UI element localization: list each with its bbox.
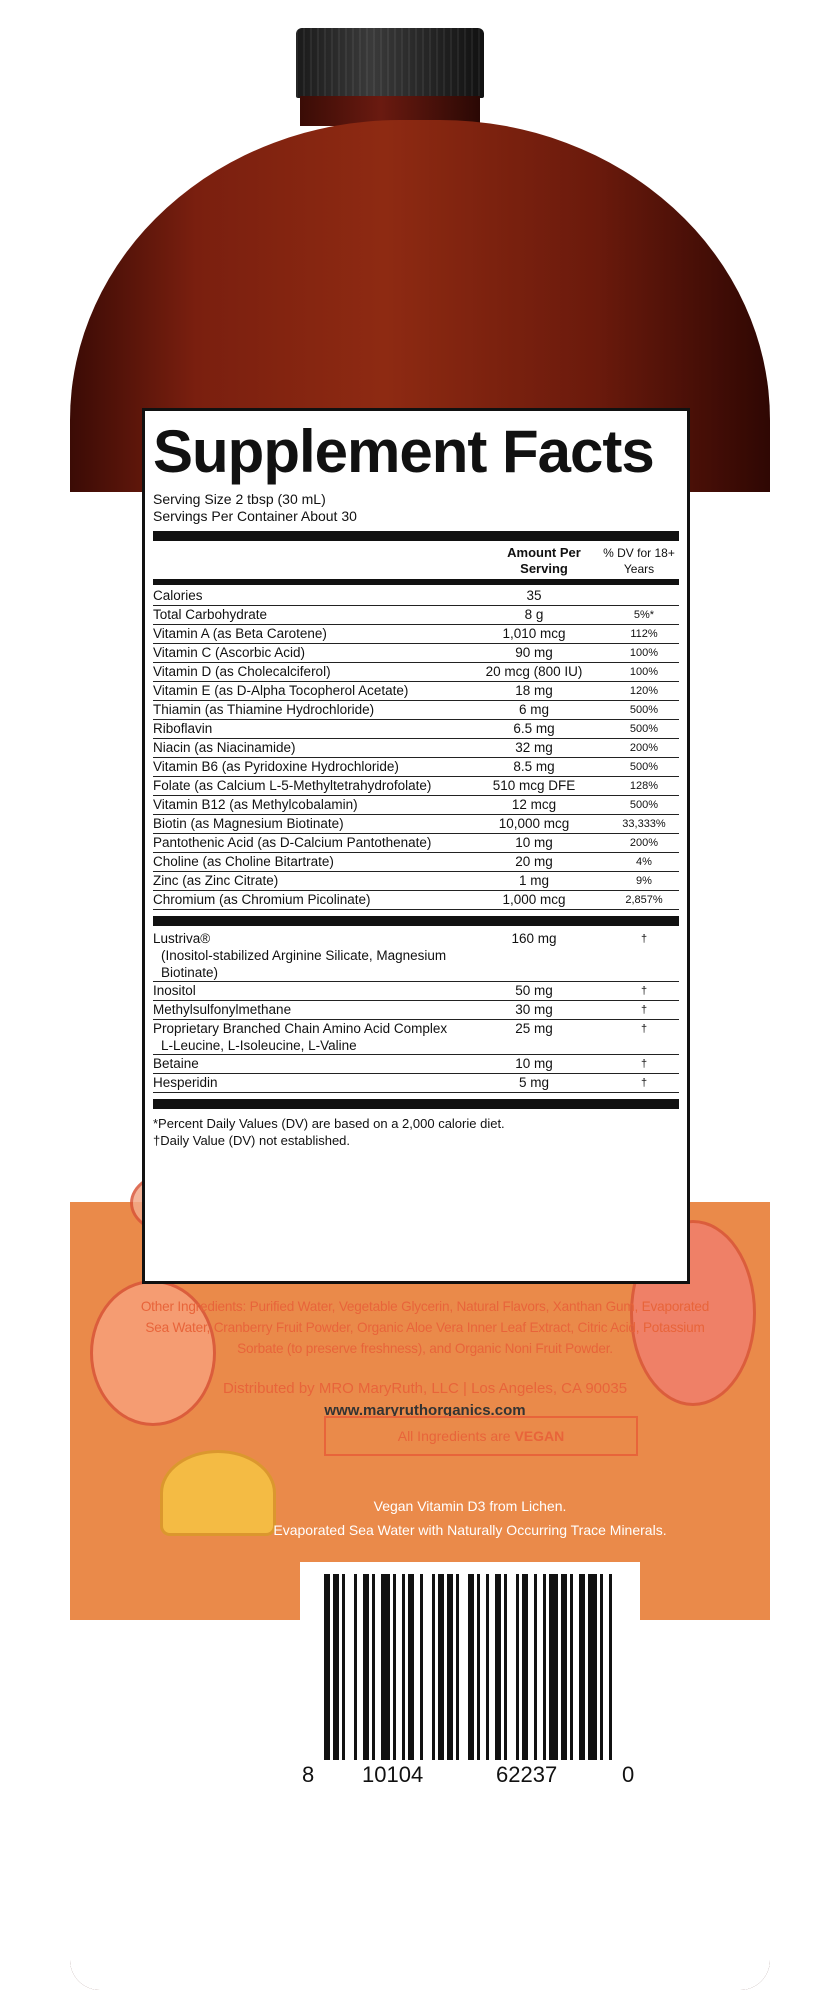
nutrient-dv: 500%: [629, 723, 659, 735]
supplement-facts-panel: [142, 408, 690, 1284]
servings-per-container: Servings Per Container About 30: [153, 508, 357, 524]
nutrient-row: [153, 777, 679, 796]
lichen-note: [220, 1494, 720, 1542]
distributor-text: Distributed by MRO MaryRuth, LLC | Los Angeles, CA 90035: [222, 1380, 628, 1397]
nutrient-row: [153, 853, 679, 872]
nutrient-dv: 100%: [629, 666, 659, 678]
nutrient-name: Vitamin D (as Cholecalciferol): [153, 664, 331, 679]
barcode-digit-check: 0: [622, 1762, 635, 1787]
nutrient-name: Vitamin E (as D-Alpha Tocopherol Acetate): [153, 683, 409, 698]
nutrient-dv: [609, 587, 679, 605]
blend-amount: 30 mg: [515, 1002, 553, 1017]
nutrient-amount: 1,000 mcg: [502, 892, 566, 907]
barcode-bar: [600, 1574, 603, 1760]
nutrient-row: [153, 872, 679, 891]
barcode-bar: [495, 1574, 501, 1760]
barcode-bar: [354, 1574, 357, 1760]
nutrient-dv: 5%*: [633, 609, 655, 621]
barcode-bar: [570, 1574, 573, 1760]
nutrient-dv: 120%: [629, 685, 659, 697]
barcode-bar: [579, 1574, 585, 1760]
nutrient-name: Niacin (as Niacinamide): [153, 740, 296, 755]
barcode-bar: [561, 1574, 567, 1760]
nutrient-name: Riboflavin: [153, 721, 213, 736]
blend-name: [153, 1020, 459, 1054]
blend-name-main: Proprietary Branched Chain Amino Acid Complex: [153, 1021, 448, 1036]
barcode-bar: [477, 1574, 480, 1760]
nutrient-row: [153, 739, 679, 758]
nutrient-row: [153, 663, 679, 682]
nutrient-dv: 200%: [629, 837, 659, 849]
nutrient-amount: 20 mg: [515, 854, 553, 869]
barcode-digit-1: 8: [302, 1762, 315, 1787]
nutrient-amount: 8 g: [524, 607, 544, 622]
barcode-bar: [588, 1574, 597, 1760]
blend-name: [153, 1074, 459, 1092]
blend-name: [153, 930, 459, 981]
nutrient-name: Choline (as Choline Bitartrate): [153, 854, 334, 869]
vegan-word: VEGAN: [514, 1428, 565, 1444]
nutrient-amount: 6.5 mg: [513, 721, 555, 736]
barcode-bar: [420, 1574, 423, 1760]
blend-dv: †: [640, 1004, 648, 1016]
barcode-bar: [393, 1574, 396, 1760]
barcode-bar: [372, 1574, 375, 1760]
barcode-bar: [447, 1574, 453, 1760]
blend-row: [153, 982, 679, 1001]
footnote-dv: *Percent Daily Values (DV) are based on a 2,000 calorie diet.: [153, 1116, 505, 1131]
nutrient-name: Vitamin C (Ascorbic Acid): [153, 645, 306, 660]
blend-name: [153, 982, 459, 1000]
website-text: www.maryruthorganics.com: [324, 1402, 526, 1419]
header-amount: Amount Per Serving: [507, 545, 581, 576]
barcode-bar: [381, 1574, 390, 1760]
nutrient-dv: 500%: [629, 704, 659, 716]
nutrient-name: Calories: [153, 588, 203, 603]
nutrient-amount: 10,000 mcg: [498, 816, 570, 831]
barcode-bar: [468, 1574, 474, 1760]
column-header: [153, 545, 679, 577]
blend-dv: †: [640, 985, 648, 997]
divider-medium: [153, 579, 679, 585]
panel-title: Supplement Facts: [153, 418, 654, 485]
blend-name: [153, 1055, 459, 1073]
nutrient-amount: 18 mg: [515, 683, 553, 698]
nutrient-row: [153, 701, 679, 720]
blend-name-main: Lustriva®: [153, 931, 211, 946]
nutrient-row: [153, 796, 679, 815]
nutrient-name: Vitamin A (as Beta Carotene): [153, 626, 327, 641]
blend-dv: †: [640, 1023, 648, 1035]
nutrient-amount: 35: [526, 588, 542, 603]
nutrient-row: [153, 720, 679, 739]
nutrient-row: [153, 834, 679, 853]
nutrient-name: Vitamin B12 (as Methylcobalamin): [153, 797, 358, 812]
barcode-bar: [543, 1574, 546, 1760]
blend-name-main: Inositol: [153, 983, 196, 998]
blend-list: [153, 930, 679, 1093]
barcode-bar: [333, 1574, 339, 1760]
blend-dv: †: [640, 1077, 648, 1089]
nutrient-row: [153, 625, 679, 644]
barcode-bar: [516, 1574, 519, 1760]
blend-dv: †: [640, 933, 648, 945]
nutrient-name: Thiamin (as Thiamine Hydrochloride): [153, 702, 375, 717]
blend-name-sub: (Inositol-stabilized Arginine Silicate, Magnesium Biotinate): [161, 948, 447, 980]
vegan-prefix: All Ingredients are: [397, 1428, 515, 1444]
nutrient-amount: 8.5 mg: [513, 759, 555, 774]
barcode-bar: [438, 1574, 444, 1760]
blend-amount: 50 mg: [515, 983, 553, 998]
nutrient-amount: 32 mg: [515, 740, 553, 755]
nutrient-dv: 500%: [629, 799, 659, 811]
blend-name-main: Hesperidin: [153, 1075, 218, 1090]
barcode-digits-right: 62237: [496, 1762, 558, 1787]
barcode-bar: [504, 1574, 507, 1760]
barcode-bar: [534, 1574, 537, 1760]
revision-code: IN-U-REV-01: [740, 1644, 756, 1731]
nutrient-name: Zinc (as Zinc Citrate): [153, 873, 279, 888]
nutrient-row: [153, 587, 679, 606]
nutrient-name: Pantothenic Acid (as D-Calcium Pantothenate): [153, 835, 432, 850]
blend-amount: 5 mg: [518, 1075, 549, 1090]
barcode-bar: [432, 1574, 435, 1760]
blend-row: [153, 1020, 679, 1055]
blend-row: [153, 1074, 679, 1093]
nutrient-row: [153, 682, 679, 701]
nutrient-dv: 4%: [636, 856, 652, 868]
lichen-line-2: Evaporated Sea Water with Naturally Occurring Trace Minerals.: [273, 1522, 667, 1538]
blend-name-sub: L-Leucine, L-Isoleucine, L-Valine: [161, 1038, 357, 1053]
nutrient-dv: 33,333%: [622, 818, 666, 830]
barcode-bar: [402, 1574, 405, 1760]
divider-thick: [153, 916, 679, 926]
barcode-digits-left: 10104: [362, 1762, 424, 1787]
barcode-bar: [549, 1574, 558, 1760]
barcode-bars: [324, 1574, 618, 1760]
nutrient-dv: 500%: [629, 761, 659, 773]
nutrient-name: Biotin (as Magnesium Biotinate): [153, 816, 344, 831]
blend-amount: 160 mg: [511, 931, 557, 946]
blend-dv: †: [640, 1058, 648, 1070]
barcode-bar: [522, 1574, 528, 1760]
vegan-badge: [324, 1416, 638, 1456]
divider-thick: [153, 1099, 679, 1109]
blend-row: [153, 930, 679, 982]
nutrient-amount: 1 mg: [518, 873, 549, 888]
nutrient-row: [153, 891, 679, 910]
nutrient-amount: 20 mcg (800 IU): [485, 664, 583, 679]
nutrient-name: Chromium (as Chromium Picolinate): [153, 892, 371, 907]
nutrient-dv: 100%: [629, 647, 659, 659]
barcode-bar: [324, 1574, 330, 1760]
blend-amount: 25 mg: [515, 1021, 553, 1036]
bottle-cap: [296, 28, 484, 98]
barcode-bar: [363, 1574, 369, 1760]
nutrient-name: Total Carbohydrate: [153, 607, 268, 622]
nutrient-dv: 200%: [629, 742, 659, 754]
blend-name-main: Betaine: [153, 1056, 199, 1071]
nutrient-amount: 90 mg: [515, 645, 553, 660]
blend-row: [153, 1001, 679, 1020]
nutrient-row: [153, 815, 679, 834]
nutrient-amount: 10 mg: [515, 835, 553, 850]
lichen-line-1: Vegan Vitamin D3 from Lichen.: [373, 1498, 567, 1514]
nutrient-row: [153, 758, 679, 777]
barcode-bar: [408, 1574, 414, 1760]
barcode-bar: [486, 1574, 489, 1760]
nutrient-dv: 128%: [629, 780, 659, 792]
barcode: [300, 1562, 640, 1806]
nutrient-name: Vitamin B6 (as Pyridoxine Hydrochloride): [153, 759, 399, 774]
nutrient-row: [153, 606, 679, 625]
nutrient-row: [153, 644, 679, 663]
nutrient-amount: 6 mg: [518, 702, 549, 717]
nutrient-dv: 2,857%: [625, 894, 663, 906]
barcode-bar: [342, 1574, 345, 1760]
divider-thick: [153, 531, 679, 541]
nutrient-list: [153, 587, 679, 910]
barcode-bar: [609, 1574, 612, 1760]
header-dv: % DV for 18+ Years: [603, 546, 675, 576]
footnote-not-established: †Daily Value (DV) not established.: [153, 1133, 351, 1148]
blend-name-main: Methylsulfonylmethane: [153, 1002, 292, 1017]
other-ingredients: Other Ingredients: Purified Water, Vegetable Glycerin, Natural Flavors, Xanthan Gum, Evaporated Sea Water, Cranberry Fruit Powder, Organic Aloe Vera Inner Leaf Extract, Citric Acid, Potassium Sorbate (to preserve freshness), and Organic Noni Fruit Powder.: [140, 1299, 710, 1356]
blend-name: [153, 1001, 459, 1019]
nutrient-dv: 9%: [636, 875, 652, 887]
blend-row: [153, 1055, 679, 1074]
nutrient-dv: 112%: [630, 628, 658, 640]
nutrient-amount: 510 mcg DFE: [492, 778, 576, 793]
barcode-bar: [456, 1574, 459, 1760]
nutrient-amount: 1,010 mcg: [502, 626, 566, 641]
serving-size: Serving Size 2 tbsp (30 mL): [153, 491, 326, 507]
blend-amount: 10 mg: [515, 1056, 553, 1071]
nutrient-amount: 12 mcg: [511, 797, 557, 812]
nutrient-name: Folate (as Calcium L-5-Methyltetrahydrofolate): [153, 778, 432, 793]
